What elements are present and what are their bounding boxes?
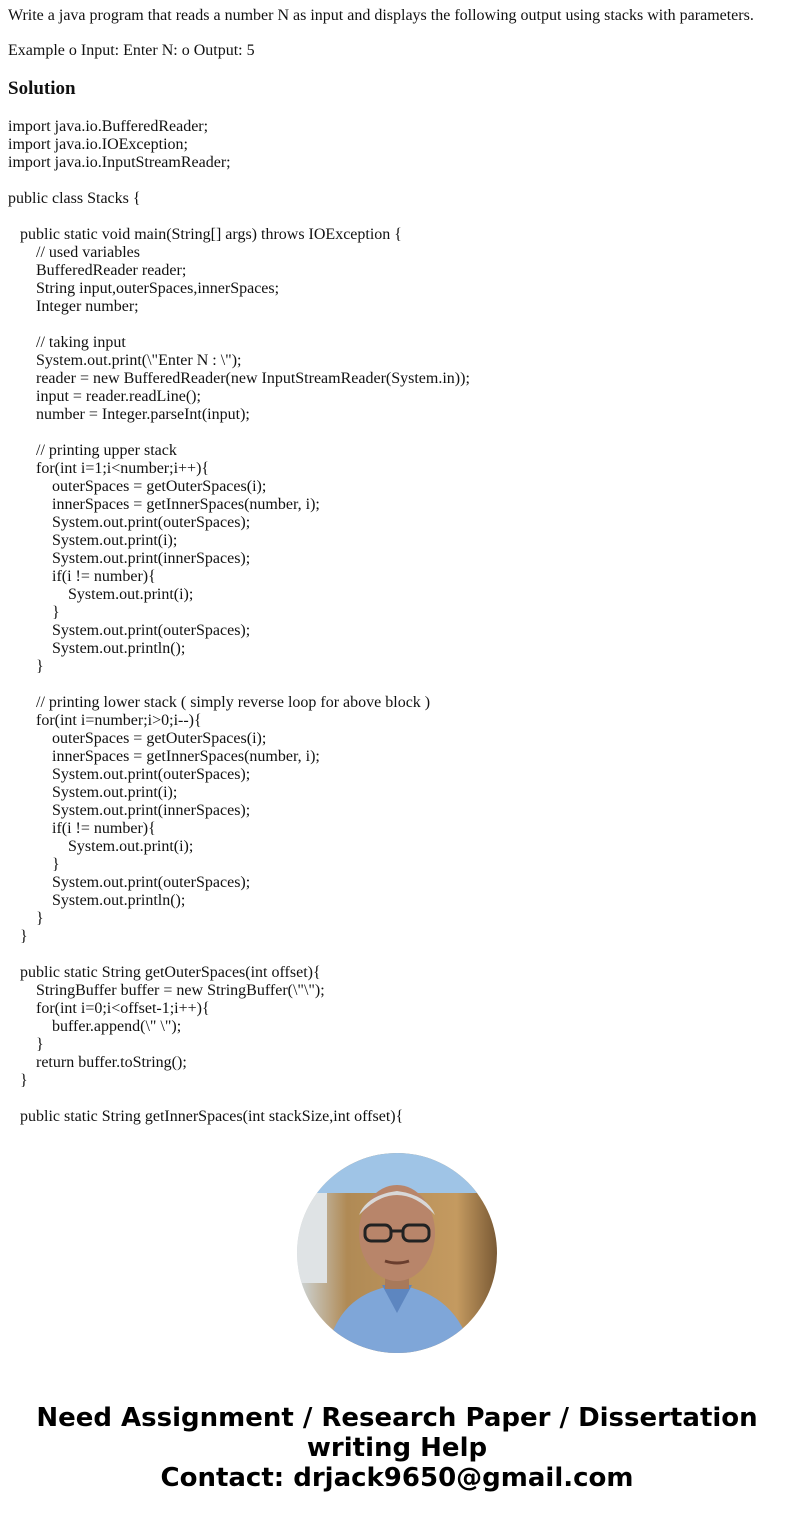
code-line: // taking input	[36, 334, 126, 351]
code-block	[8, 118, 470, 1126]
code-line: }	[20, 928, 28, 945]
code-line: System.out.print(\"Enter N : \");	[36, 352, 242, 369]
code-line	[8, 946, 470, 964]
author-photo	[297, 1153, 497, 1353]
code-line: System.out.print(i);	[68, 586, 194, 603]
footer-line-3: Contact: drjack9650@gmail.com	[160, 1463, 634, 1493]
code-line: outerSpaces = getOuterSpaces(i);	[52, 730, 267, 747]
code-line: }	[52, 856, 60, 873]
code-line	[8, 172, 470, 190]
footer-contact	[0, 1403, 794, 1493]
code-line	[8, 424, 470, 442]
code-line: public static void main(String[] args) throws IOException {	[20, 226, 402, 243]
code-line: System.out.print(i);	[52, 532, 178, 549]
code-line: public class Stacks {	[8, 190, 141, 207]
code-line: System.out.print(innerSpaces);	[52, 550, 251, 567]
code-line: import java.io.BufferedReader;	[8, 118, 209, 135]
code-line: buffer.append(\" \");	[52, 1018, 182, 1035]
code-line: BufferedReader reader;	[36, 262, 187, 279]
code-line	[8, 316, 470, 334]
code-line: Integer number;	[36, 298, 139, 315]
code-line: reader = new BufferedReader(new InputStreamReader(System.in));	[36, 370, 470, 387]
code-line: }	[36, 910, 44, 927]
code-line: for(int i=1;i<number;i++){	[36, 460, 210, 477]
code-line: if(i != number){	[52, 820, 156, 837]
code-line: System.out.println();	[52, 892, 186, 909]
code-line: input = reader.readLine();	[36, 388, 201, 405]
code-line: innerSpaces = getInnerSpaces(number, i);	[52, 748, 320, 765]
code-line: number = Integer.parseInt(input);	[36, 406, 250, 423]
code-line: System.out.print(outerSpaces);	[52, 766, 251, 783]
code-line: outerSpaces = getOuterSpaces(i);	[52, 478, 267, 495]
code-line: }	[20, 1072, 28, 1089]
code-line: String input,outerSpaces,innerSpaces;	[36, 280, 280, 297]
code-line: // printing upper stack	[36, 442, 177, 459]
code-line: }	[36, 1036, 44, 1053]
code-line: // printing lower stack ( simply reverse loop for above block )	[36, 694, 431, 711]
code-line: for(int i=0;i<offset-1;i++){	[36, 1000, 210, 1017]
example-text: Example o Input: Enter N: o Output: 5	[8, 42, 255, 59]
code-line: return buffer.toString();	[36, 1054, 187, 1071]
code-line	[8, 208, 470, 226]
code-line: System.out.print(i);	[52, 784, 178, 801]
code-line: if(i != number){	[52, 568, 156, 585]
code-line: for(int i=number;i>0;i--){	[36, 712, 202, 729]
question-text: Write a java program that reads a number N as input and displays the following output using stacks with parameters.	[8, 7, 754, 24]
code-line: System.out.print(outerSpaces);	[52, 874, 251, 891]
code-line: innerSpaces = getInnerSpaces(number, i);	[52, 496, 320, 513]
code-line: import java.io.InputStreamReader;	[8, 154, 231, 171]
code-line	[8, 1090, 470, 1108]
code-line	[8, 676, 470, 694]
code-line: import java.io.IOException;	[8, 136, 188, 153]
code-line: System.out.print(innerSpaces);	[52, 802, 251, 819]
code-line: System.out.print(outerSpaces);	[52, 514, 251, 531]
code-line: }	[52, 604, 60, 621]
code-line: System.out.print(outerSpaces);	[52, 622, 251, 639]
code-line: StringBuffer buffer = new StringBuffer(\"\");	[36, 982, 325, 999]
code-line: // used variables	[36, 244, 140, 261]
footer-line-1: Need Assignment / Research Paper / Dissertation	[36, 1403, 758, 1433]
person-portrait-icon	[297, 1153, 497, 1353]
code-line: System.out.print(i);	[68, 838, 194, 855]
footer-line-2: writing Help	[306, 1433, 488, 1463]
code-line: }	[36, 658, 44, 675]
code-line: public static String getInnerSpaces(int stackSize,int offset){	[20, 1108, 404, 1125]
code-line: public static String getOuterSpaces(int offset){	[20, 964, 321, 981]
solution-heading: Solution	[8, 78, 76, 99]
code-line: System.out.println();	[52, 640, 186, 657]
